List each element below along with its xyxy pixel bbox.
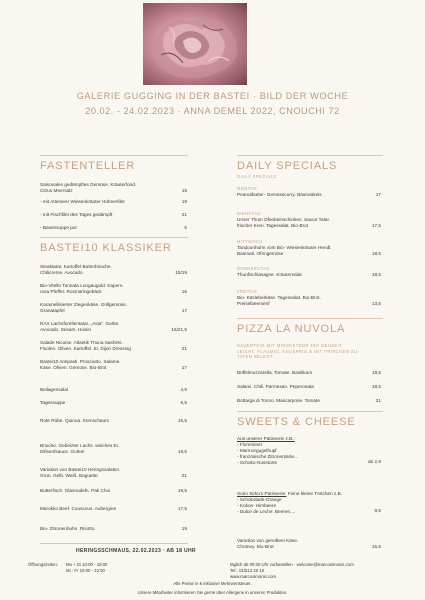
website: www.marcosimonis.com <box>230 574 277 579</box>
menu-item-price: 5 <box>184 225 187 230</box>
pizza-name: Bottarga di Tonno. Mascarpone. Tomate <box>237 398 320 403</box>
pizza-title: PIZZA LA NUVOLA <box>237 323 346 335</box>
menu-item-price: 16/21,5 <box>171 327 187 333</box>
menu-item-name: Marokko Beef. Couscous. Aubergine <box>40 506 117 511</box>
allergen-note: Unsere Mitarbeiter informieren Sie gerne über Allergene in unseren Produkten. <box>137 590 288 595</box>
divider <box>40 237 188 238</box>
hours-label: Öffnungszeiten: <box>28 562 59 567</box>
daily-dish-price: 13,5 <box>371 301 381 307</box>
menu-item-name: Tagessuppe <box>40 400 66 405</box>
page-title: GALERIE GUGGING IN DER BASTEI · BILD DER WOCHE <box>76 91 349 101</box>
menu-item-price: 16,5 <box>177 418 187 423</box>
patisserie-item: - französische Zitronentarte... <box>237 454 298 459</box>
menu-item-price: 6,5 <box>180 400 187 405</box>
artwork-image <box>143 3 247 85</box>
menu-item-name: - mit Fischfilet des Tages gedämpft <box>40 212 113 217</box>
menu-item-price: 4,9 <box>180 387 187 392</box>
menu-item-name: Karamellisierter Ziegenkäse. Grillgemüse. Granatapfel <box>40 302 128 314</box>
hours-line-2: Mi - Fr 10:00 - 22:00 <box>66 568 105 573</box>
patisserie-item: - Marmorgugelhupf <box>237 448 277 453</box>
sirku-item: - Schokolade-Orange <box>237 497 282 502</box>
menu-item-name: RAX Lachsforellentatar. „Asia“. Gurke. Avocado. Sesam. Hoisin <box>40 321 120 333</box>
menu-item-name: - mit Atterseer Wiesenkräuter Hühnerfilet <box>40 199 125 204</box>
divider <box>40 543 188 544</box>
menu-item-price: 21 <box>181 473 187 479</box>
phone-number: Tel.: 01/512 20 10 <box>230 568 265 573</box>
weekday-label: MONTAG <box>237 186 258 191</box>
menu-item-name: - Basensuppe pur <box>40 225 78 230</box>
sirku-item: - Dulce de Leche. Beeren.... <box>237 509 296 514</box>
sirku-item: - Kokos- Himbeere <box>237 503 277 508</box>
daily-dish-name: Thunfischlasagne. Kräutersalat <box>237 272 302 277</box>
menu-item-price: 19 <box>181 526 187 531</box>
menu-item-name: Bio-Vitello Tonnata Lungauguld. Kapern. rosa Pfeffer. Rosmaringebäck <box>40 283 124 295</box>
sirku-name: Sorin Sirku’s Patisserie: <box>237 491 287 496</box>
pizza-price: 18,5 <box>371 384 381 389</box>
sirku-text: Feine kleine Törtchen z.B. <box>287 491 343 496</box>
fastenteller-title: FASTENTELLER <box>40 160 136 172</box>
booking-info: täglich ab 09:30 Uhr vorbestellen · welcome@marcosimonis.com <box>230 562 354 567</box>
daily-specials-title: DAILY SPECIALS <box>237 160 338 172</box>
menu-item-price: 19,5 <box>177 449 187 455</box>
pizza-price: 18,5 <box>371 370 381 375</box>
menu-item-price: 15/19 <box>175 270 187 276</box>
divider <box>237 155 383 156</box>
hours-line-1: Mo + Di 10:00 - 19:00 <box>66 562 108 567</box>
patisserie-price: ab 2,9 <box>367 459 381 464</box>
menu-item-name: Brioche. Gebeizter Lachs. weiches Ei. Dillsenfsauce. Gurke! <box>40 443 119 455</box>
weekday-label: DONNERSTAG <box>237 266 270 271</box>
menu-item-name: Rote Rübe. Quinoa. Krenschaum <box>40 418 110 423</box>
page-subtitle: 20.02. - 24.02.2023 · ANNA DEMEL 2022, CNOUCHI 72 <box>85 106 340 116</box>
cheese-dish: Variation von gereiftem Käse. Chutney. Bio-Brot <box>237 538 299 550</box>
pizza-price: 21 <box>375 398 381 403</box>
sweets-title: SWEETS & CHEESE <box>237 416 356 428</box>
patisserie-item: - Schoko-Nusstorte <box>237 460 278 465</box>
sirku-price: 8,5 <box>374 508 381 513</box>
divider <box>237 318 383 319</box>
menu-item-name: Saisonales gedämpftes Gemüse. Kräuterfond. Citrus Meersalz <box>40 182 137 194</box>
divider <box>237 411 383 412</box>
menu-item-price: 21 <box>181 346 187 352</box>
prices-note: Alle Preise in € inklusive Mehrwertsteuer. <box>173 581 252 586</box>
pizza-name: Salami. Chili. Parmesan. Peperonata <box>237 384 314 389</box>
heringsschmaus-notice: HERINGSSCHMAUS, 22.02.2023 · AB 18 UHR <box>76 548 196 554</box>
daily-dish-price: 18,5 <box>371 251 381 257</box>
daily-dish-name: Unser Thum Ofenbeinschinken. Sauce Tatar. frischer Kren. Tagessalat. Bio-Brot <box>237 217 331 229</box>
daily-dish-name: Bio- Käsleberkäse. Tagessalat. Bio-Brot. Preiselbeersenf <box>237 295 321 307</box>
menu-item-name: Bastei10 Antipasti. Prosciutto. Salame. Käse. Oliven. Gemüse. Bio-Brot <box>40 359 121 371</box>
menu-item-price: 16 <box>181 289 187 295</box>
weekday-label: DIENSTAG <box>237 211 261 216</box>
daily-dish-name: Tandoorihuhn vom Bio- Wiesenkräuter Hendl. Basmati. Ofengemüse <box>237 245 332 257</box>
menu-item-name: Beilagensalat <box>40 387 69 392</box>
menu-item-name: Variation von Bastei10 Heringssalaten. Grün. Gelb. Weiß. Baguette <box>40 467 121 479</box>
pizza-caption: SAUERTEIG MIT MINDESTENS 48H GEHZEIT. LEICHT, FLAUMIG, KNUSPRIG & MIT FRISCHEN ZU- TATEN BELEGT <box>237 343 360 359</box>
weekday-label: MITTWOCH <box>237 239 263 244</box>
menu-item-price: 21 <box>181 212 187 217</box>
menu-item-price: 17 <box>181 365 187 371</box>
menu-item-name: Bio- Zitronenhuhn. Risotto <box>40 526 95 531</box>
klassiker-title: BASTEI10 KLASSIKER <box>40 242 172 254</box>
menu-item-name: Salade Nicoise. Atlantik Thuna Sashimi. Fisolen. Oliven. Kartoffel. Ei. Dijon Dressing <box>40 340 131 352</box>
menu-item-name: Steaktatar. Kartoffel-Butterbrioche. Chilicreme. Avocado <box>40 264 112 276</box>
menu-item-price: 19,5 <box>177 488 187 493</box>
daily-dish-price: 17 <box>375 192 381 197</box>
divider <box>40 155 188 156</box>
menu-item-price: 19 <box>181 199 187 204</box>
daily-dish-price: 18,5 <box>371 272 381 277</box>
daily-dish-name: Peanutbutter- Gemüsecurry. Basmatireis <box>237 192 322 197</box>
menu-item-name: Butterfisch. Glasnudeln. Pak Choi <box>40 488 111 493</box>
menu-item-price: 17 <box>181 308 187 314</box>
patisserie-item: - Florentiner <box>237 442 263 447</box>
daily-dish-price: 17,5 <box>371 223 381 229</box>
cheese-price: 16,5 <box>371 544 381 549</box>
menu-item-price: 15 <box>181 188 187 194</box>
pizza-name: Büffelmozzarella. Tomate. Basilikum <box>237 370 313 375</box>
weekday-label: FREITAG <box>237 289 258 294</box>
daily-specials-caption: DAILY SPECIALS <box>237 174 277 179</box>
menu-item-price: 17,5 <box>177 506 187 511</box>
patisserie-heading: Aus unserer Patisserie z.B.: <box>237 436 295 441</box>
